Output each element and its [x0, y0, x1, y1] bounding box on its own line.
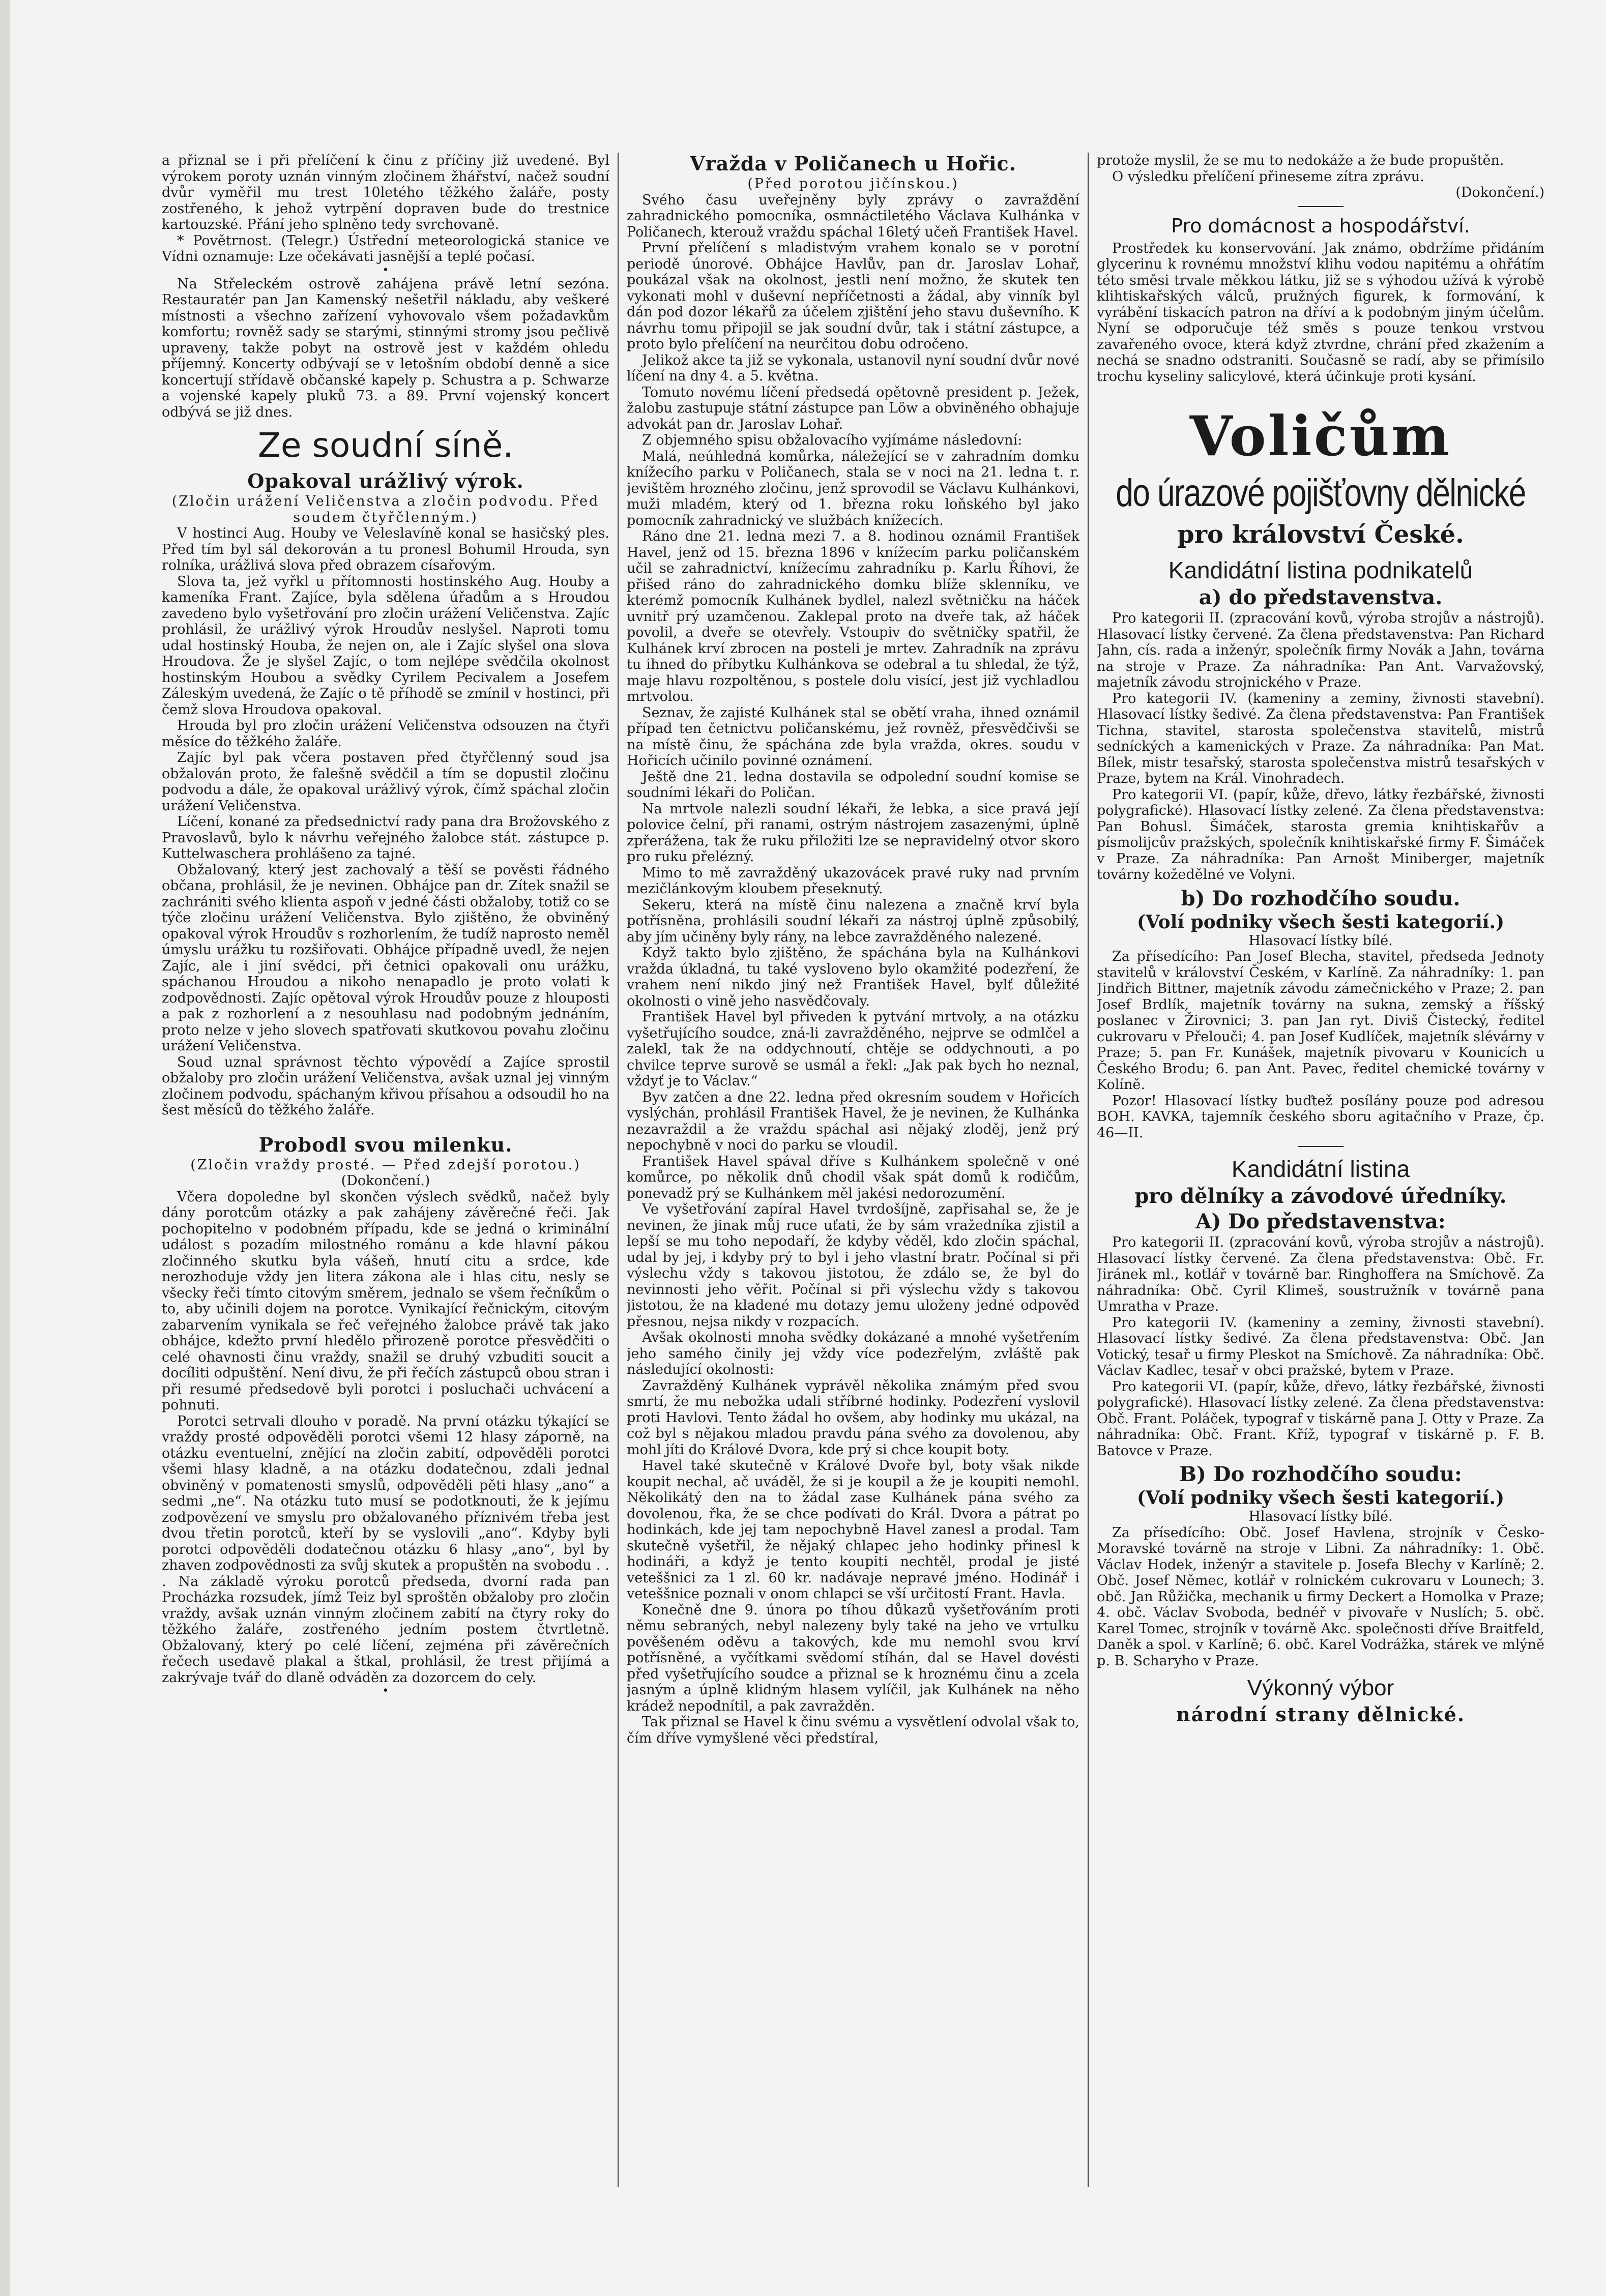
article-subtitle: (Před porotou jičínskou.): [747, 176, 959, 192]
section-subheading: (Volí podniky všech šesti kategorií.): [1136, 911, 1505, 933]
article-paragraph: Včera dopoledne byl skončen výslech svědků, načež byly dány porotcům otázky a pak zahájeny závěrečné řeči. Jak pochopitelno v podobném případu, kde se jedná o kriminální událost s pozadím milostného románu a kde hlavní pákou zločinného skutku byla vášeň, hnutí citu a srdce, kde nerozhoduje vždy jen litera zákona ale i hlas citu, nesly se všecky řeči tímto citovým směrem, jednalo se všem řečníkům o to, aby učinili dojem na porotce. Vynikající řečnickým, citovým zabarvením vynikala se řeč veřejného žalobce právě tak jako obhájce, kdežto první hledělo přirozeně porotce přesvědčiti o celé ohavnosti činu vraždy, snažil se druhý vzbuditi soucit a docíliti odpuštění. Není divu, že při řečích zástupců obou stran i při resumé předsedově byli porotci i posluchači uchvácení a pohnuti.: [162, 1189, 609, 1413]
article-paragraph: Když takto bylo zjištěno, že spáchána byla na Kulhánkovi vražda úkladná, tu také vysloveno bylo okamžité podezření, že vrahem není nikdo jiný než František Havel, bylť důležité okolnosti o vině jeho nasvědčovaly.: [627, 945, 1079, 1009]
article-paragraph: František Havel byl přiveden k pytvání mrtvoly, a na otázku vyšetřujícího soudce, zná-li zavražděného, nejprve se odmlčel a zalekl, tak že na oddychnoutí, chtěje se oddychnouti, a po chvilce teprve surově se usmál a řekl: „Jak pak bych ho neznal, vždyť je to Václav.“: [627, 1009, 1079, 1089]
column-right: [1097, 153, 1544, 2238]
ballot-note: Hlasovací lístky bílé.: [1248, 1509, 1393, 1524]
signature-party: národní strany dělnické.: [1176, 1703, 1466, 1726]
article-paragraph: Líčení, konané za předsednictví rady pana dra Brožovského z Pravoslavů, bylo k návrhu veřejného žalobce stát. zástupce p. Kuttelwaschera prohlášeno za tajné.: [162, 814, 609, 862]
article-paragraph: Jelikož akce ta již se vykonala, ustanovil nyní soudní dvůr nové líčení na dny 4. a 5. května.: [627, 352, 1079, 384]
article-paragraph: Z objemného spisu obžalovacího vyjímáme následovní:: [642, 432, 1023, 448]
candidate-list-heading: Kandidátní listina podnikatelů: [1168, 557, 1473, 583]
column-middle: [627, 153, 1079, 2238]
article-title-murder: Vražda v Poličanech u Hořic.: [690, 153, 1016, 175]
notice-title-voters: Voličům: [1189, 404, 1452, 468]
article-paragraph: Hrouda byl pro zločin urážení Veličenstva odsouzen na čtyři měsíce do těžkého žaláře.: [162, 718, 609, 750]
article-paragraph: Zajíc byl pak včera postaven před čtyřčlenný soud jsa obžalován proto, že falešně svědčil a tím se dopustil zločinu podvodu a dále, že opakoval urážlivý výrok, čímž spáchal zločin urážení Veličenstva.: [162, 750, 609, 814]
article-paragraph: Byv zatčen a dne 22. ledna před okresním soudem v Hořicích vyslýchán, prohlásil František Havel, že je nevinen, že Kulhánka nezavraždil a že vraždu spáchal asi nějaký zloděj, jenž prý nepochybně v noci do parku se vloudil.: [627, 1089, 1079, 1153]
article-text: O výsledku přelíčení přineseme zítra zprávu.: [1112, 168, 1424, 185]
section-heading: B) Do rozhodčího soudu:: [1179, 1462, 1462, 1486]
article-paragraph: Ještě dne 21. ledna dostavila se odpolední soudní komise se soudními lékaři do Poličan.: [627, 769, 1079, 801]
section-heading: A) Do představenstva:: [1195, 1210, 1446, 1233]
section-subheading: (Volí podniky všech šesti kategorií.): [1136, 1487, 1505, 1509]
article-paragraph: Seznav, že zajisté Kulhánek stal se obětí vraha, ihned oznámil případ ten četnictvu poličanskému, jež rovněž, přesvědčivši se na místě činu, že spáchána zde byla vražda, okres. soudu v Hořicích učinilo povinné oznámení.: [627, 704, 1079, 769]
section-heading: b) Do rozhodčího soudu.: [1181, 886, 1461, 910]
article-paragraph: Soud uznal správnost těchto výpovědí a Zajíce sprostil obžaloby pro zločin urážení Veličenstva, avšak uznal jej vinným zločinem podvodu, spáchaným křivou přísahou a odsoudil ho na šest měsíců do těžkého žaláře.: [162, 1054, 609, 1118]
separator-dot: •: [382, 1685, 389, 1697]
candidate-entry: Pro kategorii VI. (papír, kůže, dřevo, látky řezbářské, živnosti polygrafické). Hlasovací lístky zelené. Za člena představenstva: Pan Bohusl. Šimáček, starosta gremia knihtiskařův a písmolijcův pražských, společník knihtiskařské firmy F. Šimáček v Praze. Za náhradníka: Pan Arnošt Miniberger, majetník továrny kožedělné ve Volyni.: [1097, 786, 1544, 882]
article-paragraph: Zavražděný Kulhánek vyprávěl několika známým před svou smrtí, že mu nebožka udali stříbrné hodinky. Podezření vyslovil proti Havlovi. Tento žádal ho ovšem, aby hodinky mu ukázal, na což byl s nějakou mladou pravdu pána svého za dovolenou, aby mohl jíti do Králové Dvora, kde prý si chce koupit boty.: [627, 1377, 1079, 1458]
article-paragraph: Svého času uveřejněny byly zprávy o zavraždění zahradnického pomocníka, osmnáctiletého Václava Kulhánka v Poličanech, kterouž vraždu spáchal 16letý učeň František Havel.: [627, 192, 1079, 240]
article-paragraph: První přelíčení s mladistvým vrahem konalo se v porotní periodě únorové. Obhájce Havlův, pan dr. Jaroslav Lohař, poukázal však na okolnost, jestli není možno, že skutek ten vykonati mohl v duševní nepříčetnosti a žádal, aby vinník byl dán pod dozor lékařů za účelem zjištění jeho stavu duševního. K návrhu tomu připojil se jak soudní dvůr, tak i státní zástupce, a proto bylo přelíčení na neurčitou dobu odročeno.: [627, 240, 1079, 352]
ballot-note: Hlasovací lístky bílé.: [1248, 932, 1393, 949]
candidate-entry: Za přísedícího: Pan Josef Blecha, stavitel, předseda Jednoty stavitelů v království Českém, v Karlíně. Za náhradníky: 1. pan Jindřich Bittner, majetník závodu zámečnického v Praze; 2. pan Josef Brdlík, majetník továrny na sukna, zemský a říšský poslanec v Žirovnici; 3. pan Jan ryt. Diviš Čistecký, ředitel cukrovaru v Přelouči; 4. pan Josef Kudlíček, majetník slévárny v Praze; 5. pan Fr. Kunášek, majetník pivovaru v Kounicích u Českého Brodu; 6. pan Ant. Pavec, ředitel chemické továrny v Kolíně.: [1097, 949, 1544, 1093]
section-title-court: Ze soudní síně.: [257, 426, 514, 465]
candidate-entry: Pro kategorii II. (zpracování kovů, výroba strojův a nástrojů). Hlasovací lístky červené. Za člena představenstva: Obč. Fr. Jiránek ml., kotlář v továrně bar. Ringhoffera na Smíchově. Za náhradníka: Obč. Cyril Klimeš, soustružník v továrně pana Umratha v Praze.: [1097, 1234, 1544, 1314]
notice-warning: Pozor! Hlasovací lístky buďtež posílány pouze pod adresou BOH. KAVKA, tajemník českého sboru agitačního v Praze, čp. 46—II.: [1097, 1093, 1544, 1141]
article-paragraph: Konečně dne 9. února po tíhou důkazů vyšetřováním proti němu sebraných, nebyl nalezeny byly také na jeho ve vrtulku pověšeném oděvu a takových, kde mu nemohl svou krví potřísněné, a vyčítkami svědomí stíhán, dal se Havel dovésti před vyšetřujícího soudce a přiznal se k hroznému činu a zcela jasným a úplně klidným hlasem vylíčil, jak Kulhánek na něho krádež nepodnítil, a pak zavražděn.: [627, 1602, 1079, 1714]
column-rule: [1088, 153, 1089, 2187]
article-paragraph: V hostinci Aug. Houby ve Veleslavíně konal se hasičský ples. Před tím byl sál dekorován a tu pronesl Bohumil Hrouda, syn rolníka, urážlivá slova před obrazem císařovým.: [162, 525, 609, 573]
candidate-entry: Pro kategorii VI. (papír, kůže, dřevo, látky řezbářské, živnosti polygrafické). Hlasovací lístky zelené. Za člena představenstva: Obč. Frant. Poláček, typograf v tiskárně pana J. Otty v Praze. Za náhradníka: Obč. Frant. Kříž, typograf v tiskárně p. F. B. Batovce v Praze.: [1097, 1378, 1544, 1459]
separator-dot: •: [382, 263, 389, 277]
article-title-repeat: Opakoval urážlivý výrok.: [247, 469, 524, 492]
section-subheading: pro dělníky a závodové úředníky.: [1134, 1184, 1507, 1208]
article-paragraph: Havel také skutečně v Králové Dvoře byl, boty však nikde koupit nechal, ač uváděl, že si je koupil a že je koupiti nemohl. Několikátý den na to žádal zase Kulhánek pána svého za dovolenou, řka, že se chce podívati do Král. Dvora a pátrat po hodinkách, kde jej tam nepochybně Havel zanesl a prodal. Tam skutečně vyšetřil, že nějaký chlapec jeho hodinky přinesl k hodináři, a když je tento koupiti nechtěl, prodal je jisté veteššnici za 1 zl. 60 kr. nadávaje nepravé jméno. Hodinář i veteššnice poznali v onom chlapci se vší určitostí Frant. Havla.: [627, 1458, 1079, 1602]
section-heading: a) do představenstva.: [1199, 585, 1443, 609]
article-paragraph: Obžalovaný, který jest zachovalý a těší se pověsti řádného občana, prohlásil, že je nevinen. Obhájce pan dr. Zítek snažil se zachrániti svého klienta aspoň v jedné části obžaloby, totiž co se týče zločinu urážení Veličenstva. Bylo zjištěno, že obviněný opakoval výrok Hroudův s rozhorlením, že tudíž naprosto neměl úmyslu urážku tu rozšiřovati. Obhájce případně uvedl, že nejen Zajíc, ale i jiní svědci, při četnici opakovali onu urážku, spáchanou Hroudou a nikoho nenapadlo je proto volati k zodpovědnosti. Zajíc opětoval výrok Hroudův pouze z hlouposti a pak z rozhorlení a z nesouhlasu nad podobným jednáním, proto nelze v jeho slovech spatřovati skutkovou povahu zločinu urážení Veličenstva.: [162, 862, 609, 1054]
divider: [1298, 1146, 1344, 1147]
page-edge: [0, 0, 10, 2296]
island-notice: Na Střeleckém ostrově zahájena právě letní sezóna. Restauratér pan Jan Kamenský nešetřil nákladu, aby veškeré místnosti a všechno zařízení vyhovovalo všem požadavkům komfortu; rovněž sady se starými, stinnými stromy jsou pečlivě upraveny, takže pobyt na ostrově jest v každém ohledu příjemný. Koncerty odbývají se v letošním období denně a sice koncertují střídavě občanské kapely p. Schustra a p. Schwarze a vojenské kapely pluků 73. a 89. První vojenský koncert odbývá se již dnes.: [162, 276, 609, 420]
article-paragraph: František Havel spával dříve s Kulhánkem společně v oné komůrce, po několik dnů chodil však spát domů k rodičům, ponevadž prý se Kulhánkem měl jakési nedorozumění.: [627, 1153, 1079, 1201]
candidate-list-heading: Kandidátní listina: [1231, 1156, 1410, 1182]
article-text: protože myslil, že se mu to nedokáže a že bude propuštěn.: [1097, 153, 1504, 168]
article-paragraph: Sekeru, která na místě činu nalezena a značně krví byla potřísněna, prohlásili soudní lékaři za nástroj úplně způsobilý, aby jím učiněny byly rány, na lebce zavražděného nalezené.: [627, 897, 1079, 945]
candidate-entry: Za přísedícího: Obč. Josef Havlena, strojník v Česko-Moravské továrně na stroje v Libni. Za náhradníky: 1. Obč. Václav Hodek, inženýr a stavitele p. Josefa Blechy v Karlíně; 2. Obč. Josef Němec, kotlář v rolnickém cukrovaru v Lounech; 3. obč. Jan Růžička, mechanik u firmy Deckert a Homolka v Praze; 4. obč. Václav Svoboda, bednéř v pivovaře v Nuslích; 5. obč. Karel Tomec, strojník v továrně Akc. společnosti dříve Braitfeld, Daněk a spol. v Karlíně; 6. obč. Karel Vodrážka, stárek ve mlýně p. B. Scharyho v Praze.: [1097, 1524, 1544, 1669]
candidate-entry: Pro kategorii IV. (kameniny a zeminy, živnosti stavební). Hlasovací lístky šedivé. Za člena představenstva: Obč. Jan Votický, tesař u firmy Pleskot na Smíchově. Za náhradníka: Obč. Václav Kadlec, tesař v obci pražské, bytem v Praze.: [1097, 1314, 1544, 1378]
article-subtitle: (Zločin vraždy prosté. — Před zdejší porotou.): [190, 1157, 581, 1173]
article-paragraph: Mimo to mě zavražděný ukazovácek pravé ruky nad prvním mezičlánkovým kloubem přeseknutý.: [627, 865, 1079, 897]
candidate-entry: Pro kategorii IV. (kameniny a zeminy, živnosti stavební). Hlasovací lístky šedivé. Za člena představenstva: Pan František Tichna, stavitel, starosta společenstva stavitelů, mistrů sedníckých a kamenických v Praze. Za náhradníka: Pan Mat. Bílek, mistr tesařský, starosta společenstva mistrů tesařských v Praze, bytem na Král. Vinohradech.: [1097, 690, 1544, 786]
continued-label: (Dokončení.): [1455, 185, 1544, 200]
article-text: a přiznal se i při přelíčení k činu z příčiny již uvedené. Byl výrokem poroty uznán vinným zločinem žhářství, načež soudní dvůr vyměřil mu trest 10letého těžkého žaláře, posty zostřeného, k jehož vytrpění dopraven bude do trestnice kartouzské. Přání jeho splněno tedy svrchovaně.: [162, 153, 609, 232]
divider: [1298, 206, 1344, 207]
candidate-entry: Pro kategorii II. (zpracování kovů, výroba strojův a nástrojů). Hlasovací lístky červené. Za člena představenstva: Pan Richard Jahn, cís. rada a inženýr, společník firmy Novák a Jahn, továrna na stroje v Praze. Za náhradníka: Pan Ant. Varvažovský, majetník závodu strojnického v Praze.: [1097, 610, 1544, 690]
article-subtitle: (Zločin urážení Veličenstva a zločin podvodu. Před soudem čtyřčlenným.): [171, 493, 600, 525]
section-title-home: Pro domácnost a hospodářství.: [1171, 214, 1470, 237]
continued-label: (Dokončení.): [341, 1173, 430, 1189]
article-paragraph: Slova ta, jež vyřkl u přítomnosti hostinského Aug. Houby a kameníka Frant. Zajíce, byla sdělena úřadům a s Hroudou zavedeno bylo vyšetřování pro zločin urážení Veličenstva. Zajíc prohlásil, že urážlivý výrok Hroudův neslyšel. Naproti tomu udal hostinský Houba, že nejen on, ale i Zajíc slyšel ona slova Hroudova. Že je slyšel Zajíc, o tom nejlépe svědčila okolnost hostinským Houbou a svědky Cyrilem Pecivalem a Josefem Záleským uvedená, že Zajíc o tě příhodě se zmínil v hostinci, při čemž slova Hroudova opakoval.: [162, 573, 609, 718]
notice-subtitle: do úrazové pojišťovny dělnické: [1116, 472, 1526, 515]
article-paragraph: Ve vyšetřování zapíral Havel tvrdošíjně, zapřisahal se, že je nevinen, že jinak můj ruce uťati, že by sám vražedníka zjistil a lepší se mu toho nepodaří, že kdyby věděl, kdo zločin spáchal, udal by jej, i kdyby prý to byl i jeho vlastní bratr. Počínal si při výslechu vždy s takovou jistotou, že zdálo se, že byl do nevinnosti jeho věřit. Počínal si při výslechu vždy s takovou jistotou, že na kladené mu dotazy jemu uloženy jedné odpověď přesnou, nejsa nikdy v rozpacích.: [627, 1201, 1079, 1330]
column-left: [162, 153, 609, 2238]
article-paragraph: Prostředek ku konservování. Jak známo, obdržíme přidáním glycerinu k rovnému množství klihu vodou napitému a ohřátím této směsi trvale měkkou látku, již se s výhodou užívá k výrobě klihtiskařských válců, pružných figurek, k formování, k vyrábění tiskacích patron na dříví a k podobným jiným účelům. Nyní se odporučuje též směs s pouze tenkou vrstvou zavařeného ovoce, která když ztvrdne, chrání před zkažením a nechá se snadno odstraniti. Současně se radí, aby se přimísilo trochu kyseliny salicylové, která účinkuje proti kysání.: [1097, 240, 1544, 385]
article-paragraph: Porotci setrvali dlouho v poradě. Na první otázku týkající se vraždy prosté odpověděli porotci všemi 12 hlasy záporně, na otázku eventuelní, znějící na zločin zabití, odpověděli porotci všemi hlasy kladně, a na otázku dodatečnou, zdali jednal obviněný v pomatenosti smyslů, odpověděli pěti hlasy „ano“ a sedmi „ne“. Na otázku tuto musí se podotknouti, že k jejímu zodpovězení ve smyslu pro obžalovaného příznivém třeba jest dvou třetin porotců, kteří by se vyslovili „ano“. Kdyby byli porotci odpověděli dodatečnou otázku 6 hlasy „ano“, byl by zhaven zodpovědnosti za svůj skutek a propuštěn na svobodu . . . Na základě výroku porotců předseda, dvorní rada pan Procházka rozsudek, jímž Teiz byl sproštěn obžaloby pro zločin vraždy, avšak uznán vinným zločinem zabití na čtyry roky do těžkého žaláře, zostřeného jedním postem čtvrtletně. Obžalovaný, který po celé líčení, zejména při závěrečních řečech usedavě plakal a štkal, prohlásil, že trest přijímá a zakrývaje tvář do dlaně odváděn za dozorcem do cely.: [162, 1413, 609, 1686]
weather-notice: * Povětrnost. (Telegr.) Ústřední meteorologická stanice ve Vídni oznamuje: Lze očekávati jasnější a teplé počasí.: [162, 232, 609, 264]
article-paragraph: Na mrtvole nalezli soudní lékaři, že lebka, a sice pravá její polovice čelní, při ranami, ostrým nástrojem zasazenými, úplně zpřerážena, tak že ruku přiložiti lze se nepravidelný otvor skoro pro ruku přelézný.: [627, 801, 1079, 865]
column-rule: [618, 153, 619, 2187]
article-paragraph: Tomuto novému líčení předsedá opětovně president p. Ježek, žalobu zastupuje státní zástupce pan Löw a obviněného obhajuje advokát pan dr. Jaroslav Lohař.: [627, 384, 1079, 432]
article-paragraph: Ráno dne 21. ledna mezi 7. a 8. hodinou oznámil František Havel, jenž od 15. března 1896 v knížecím parku poličanském učil se zahradnictví, knížecímu zahradníku p. Karlu Říhovi, že přišed ráno do zahradnického domku blíže sklenníku, ve kterémž pomocník Kulhánek bydlel, nalezl světničku na háček uvnitř prý uzamčenou. Zaklepal proto na dveře tak, až háček povolil, a dveře se otevřely. Vstoupiv do světničky spatřil, že Kulhánek krví zbrocen na posteli je mrtev. Zahradník na zprávu tu ihned do příbytku Kulhánkova se odebral a tu shledal, že týž, maje hlavu rozpoltěnou, s postele dolu visící, jest již vychladlou mrtvolou.: [627, 528, 1079, 704]
article-paragraph: Tak přiznal se Havel k činu svému a vysvětlení odvolal však to, čím dříve vymyšlené věci předstíral,: [627, 1714, 1079, 1746]
notice-region: pro království České.: [1177, 520, 1464, 549]
signature-committee: Výkonný výbor: [1247, 1675, 1394, 1700]
article-title-stab: Probodl svou milenku.: [258, 1133, 513, 1156]
article-paragraph: Malá, neúhledná komůrka, náležející se v zahradním domku knížecího parku v Poličanech, stala se v noci na 21. ledna t. r. jevištěm hrozného zločinu, jenž sprovodil se Václavu Kulhánkovi, muži mladém, který od 1. března roku loňského byl jako pomocník zahradnický ve službách knížecích.: [627, 448, 1079, 528]
article-paragraph: Avšak okolnosti mnoha svědky dokázané a mnohé vyšetřením jeho samého činily jej vždy více podezřelým, zvláště pak následující okolnosti:: [627, 1330, 1079, 1377]
